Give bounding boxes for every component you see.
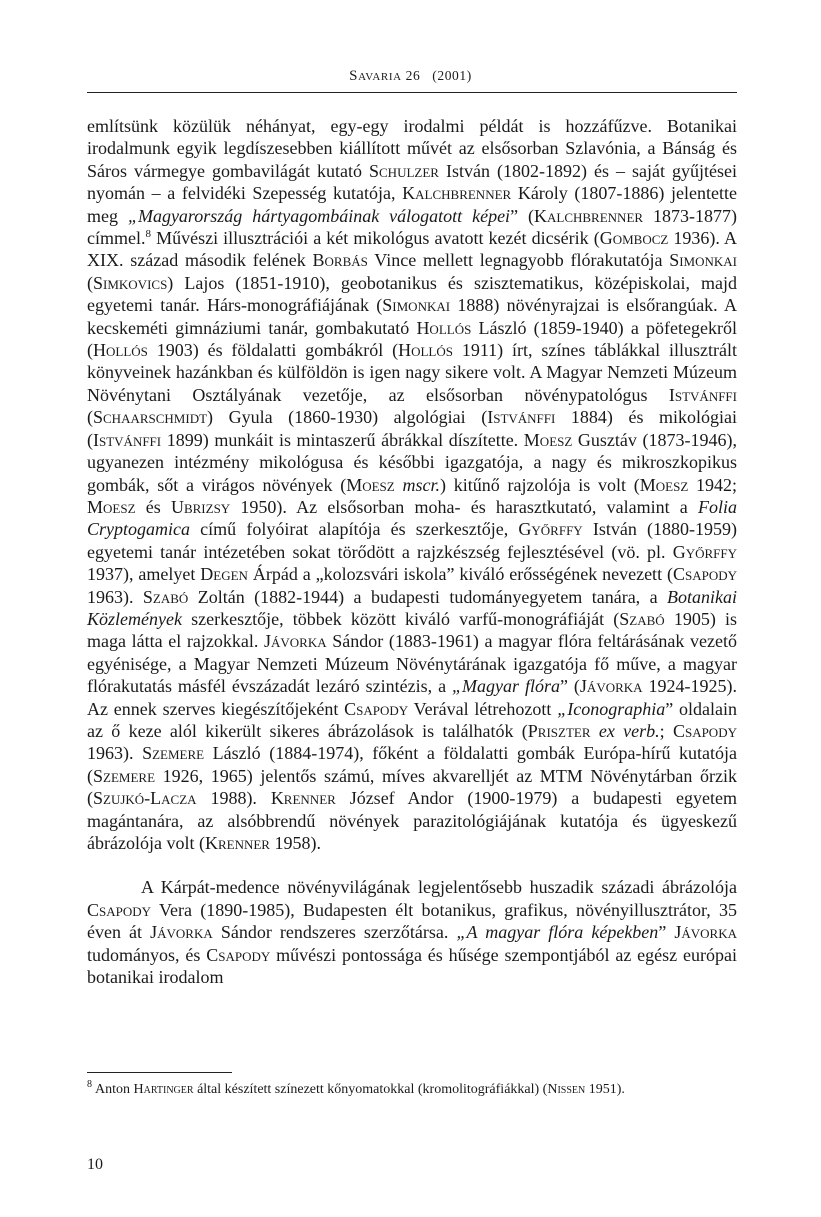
- author-name: Szabó: [619, 608, 665, 629]
- author-name: Degen: [200, 564, 248, 585]
- text-run: 1950). Az elsősorban moha- és harasztkutató, valamint a: [230, 496, 698, 517]
- text-run: László (1859-1940) a pöfetegekről (: [87, 317, 737, 361]
- text-run: tudományos, és: [87, 944, 207, 965]
- journal-volume: 26: [405, 68, 421, 83]
- italic-title: ex verb.: [598, 720, 660, 741]
- text-run: [395, 475, 403, 495]
- author-name: Krenner: [270, 788, 336, 809]
- text-run: című folyóirat alapítója és szerkesztője,: [190, 519, 519, 540]
- paragraph-1: [87, 115, 737, 854]
- author-name: Kalchbrenner: [402, 183, 512, 204]
- author-name: Hollós: [93, 340, 148, 361]
- text-run: István (1802-1892) és – saját gyűjtései nyomán – a felvidéki Szepesség kutatója,: [87, 160, 737, 204]
- italic-title: mscr.: [402, 474, 441, 495]
- author-name: Krenner: [204, 833, 270, 853]
- author-name: Győrffy: [518, 519, 583, 540]
- author-name: Moesz: [87, 496, 136, 517]
- italic-title: „Magyarország hártyagombáinak válogatott képei: [127, 205, 511, 226]
- author-name: Szujkó-Lacza: [93, 788, 197, 809]
- text-run: 1911) írt, színes táblákkal illusztrált könyveinek hazánkban és külföldön is igen nagy sikere volt. A Magyar Nemzeti Múzeum Növénytani Osztályának vezetője, az elsősorban növénypatológus: [87, 340, 738, 405]
- author-name: Hollós: [398, 340, 453, 361]
- text-run: A Kárpát-medence növényvilágának legjelentősebb huszadik századi ábrázolója: [141, 877, 737, 898]
- author-name: Borbás: [312, 250, 368, 271]
- author-name: Ubrizsy: [170, 496, 231, 517]
- author-name: Istvánffi: [93, 429, 162, 450]
- author-name: Hollós: [416, 317, 472, 338]
- text-run: (: [87, 272, 93, 293]
- text-run: 1936). A XIX. század második felének: [87, 228, 738, 271]
- text-run: 1942;: [688, 474, 738, 495]
- italic-title: „A magyar flóra képekben: [456, 922, 659, 943]
- author-name: Csapody: [206, 944, 271, 965]
- author-name: Nissen: [547, 1082, 586, 1097]
- author-name: Hartinger: [133, 1082, 194, 1097]
- text-run: Árpád a „kolozsvári iskola” kiváló erősségének nevezett (: [247, 564, 673, 585]
- author-name: Moesz: [346, 474, 395, 495]
- author-name: Istvánffi: [668, 384, 737, 405]
- author-name: Jávorka: [264, 631, 327, 652]
- author-name: Moesz: [639, 474, 689, 495]
- author-name: Csapody: [672, 720, 737, 741]
- text-run: 1924-1925). Az ennek szerves kiegészítőjeként: [87, 676, 737, 719]
- text-run: Károly (1807-1886) jelentette meg: [87, 183, 737, 226]
- italic-title: „Magyar flóra: [452, 676, 560, 697]
- text-run: (: [87, 407, 93, 428]
- text-run: ) Gyula (1860-1930) algológiai (: [207, 407, 488, 428]
- text-run: József Andor (1900-1979) a budapesti egyetem magántanára, az alsóbbrendű növények parazitológiájának kutatója és ügyeskezű ábrázolója volt (: [87, 788, 737, 853]
- text-run: Sándor (1883-1961) a magyar flóra feltárásának vezető egyénisége, a Magyar Nemzeti Múzeum Növénytárának igazgatója fő műve, a magyar flórakutatás másfél évszázadát lezáró szintézis, a: [87, 631, 738, 697]
- author-name: Moesz: [523, 429, 573, 450]
- italic-title: Botanikai Közlemények: [87, 586, 738, 629]
- text-run: említsünk közülük néhányat, egy-egy irodalmi példát is hozzáfűzve. Botanikai irodalmunk egyik legdíszesebben kiállított művét az elsősorban Szlavónia, a Bánság és Sáros vármegye gombavilágát kutató: [87, 116, 737, 181]
- author-name: Istvánffi: [487, 407, 556, 428]
- text-run: művészi pontossága és hűsége szempontjából az egész európai botanikai irodalom: [87, 944, 737, 988]
- text-run: 1884) és mikológiai (: [87, 407, 738, 450]
- text-run: ” oldalain az ő keze alól kikerült sikeres ábrázolások is találhatók (: [87, 698, 737, 741]
- text-run: Zoltán (1882-1944) a budapesti tudományegyetem tanára, a: [188, 586, 668, 607]
- text-run: László (1884-1974), főként a földalatti gombák Európa-hírű kutatója (: [87, 743, 738, 786]
- journal-year: (2001): [432, 68, 472, 83]
- text-run: 1903) és földalatti gombákról (: [147, 340, 399, 361]
- italic-title: Folia Cryptogamica: [87, 496, 737, 540]
- text-run: 1963).: [87, 586, 143, 607]
- author-name: Schaarschmidt: [93, 407, 208, 428]
- text-run: Vera (1890-1985), Budapesten élt botanikus, grafikus, növényillusztrátor, 35 éven át: [87, 899, 737, 943]
- author-name: Simonkai: [382, 295, 451, 316]
- author-name: Schulzer: [369, 160, 439, 181]
- author-name: Csapody: [344, 698, 409, 719]
- text-run: 1926, 1965) jelentős számú, míves akvarelljét az MTM Növénytárban őrzik (: [87, 765, 737, 809]
- footnote-rule: [87, 1072, 232, 1073]
- footnote-mark: 8: [87, 1079, 92, 1091]
- text-run: 1888) növényrajzai is elsőrangúak. A kecskeméti gimnáziumi tanár, gombakutató: [87, 295, 737, 338]
- body-text: [87, 115, 737, 988]
- text-run: által készített színezett kőnyomatokkal (kromolitográfiákkal) (: [193, 1082, 548, 1097]
- footnote-reference: 8: [145, 228, 151, 241]
- paragraph-2: [87, 876, 737, 988]
- author-name: Szemere: [93, 765, 156, 786]
- author-name: Szabó: [142, 586, 189, 607]
- text-run: és: [135, 496, 171, 517]
- author-name: Jávorka: [150, 922, 213, 943]
- text-run: Anton: [95, 1082, 134, 1097]
- text-run: ;: [659, 720, 673, 741]
- text-run: Verával létrehozott: [408, 698, 558, 719]
- text-run: szerkesztője, többek között kiváló varfű-monográfiáját (: [181, 608, 620, 629]
- author-name: Csapody: [672, 564, 737, 585]
- footnote-8: [87, 1080, 737, 1099]
- text-run: ) Lajos (1851-1910), geobotanikus és szisztematikus, középiskolai, majd egyetemi tanár. Hárs-monográfiájának (: [87, 272, 737, 316]
- author-name: Szemere: [142, 743, 205, 764]
- text-run: ” (: [510, 205, 534, 226]
- text-run: 1963).: [87, 743, 143, 764]
- running-head: [0, 68, 821, 85]
- header-rule: [87, 92, 737, 93]
- author-name: Kalchbrenner: [534, 205, 644, 226]
- text-run: Művészi illusztrációi a két mikológus avatott kezét dicsérik (: [150, 228, 600, 249]
- author-name: Jávorka: [674, 922, 738, 943]
- text-run: 1951).: [585, 1082, 625, 1097]
- text-run: ”: [658, 922, 675, 943]
- text-run: ) kitűnő rajzolója is volt (: [440, 474, 640, 495]
- text-run: 1899) munkáit is mintaszerű ábrákkal díszítette.: [161, 429, 524, 450]
- author-name: Győrffy: [672, 541, 737, 562]
- author-name: Priszter: [527, 720, 591, 741]
- text-run: Vince mellett legnagyobb flórakutatója: [367, 250, 670, 271]
- text-run: 1937), amelyet: [87, 564, 201, 585]
- text-run: István (1880-1959) egyetemi tanár intézetében sokat törődött a rajzkészség fejlesztésével (vö. pl.: [87, 519, 737, 562]
- author-name: Jávorka: [579, 676, 643, 697]
- text-run: Sándor rendszeres szerzőtársa.: [212, 922, 457, 943]
- italic-title: „Iconographia: [557, 698, 666, 719]
- footnote-text: [95, 1082, 625, 1097]
- text-run: ” (: [559, 676, 580, 697]
- text-run: 1958).: [269, 833, 321, 853]
- author-name: Csapody: [87, 899, 152, 920]
- text-run: 1905) is maga látta el rajzokkal.: [87, 608, 738, 652]
- page-number: 10: [87, 1156, 103, 1173]
- text-run: Gusztáv (1873-1946), ugyanezen intézmény mikológusa és későbbi igazgatója, a nagy és mikroszkopikus gombák, sőt a virágos növények (: [87, 429, 737, 495]
- text-run: 1988).: [196, 788, 271, 809]
- author-name: Simonkai: [669, 250, 737, 271]
- author-name: Gombocz: [599, 228, 669, 249]
- author-name: Simkovics: [93, 272, 168, 293]
- text-run: 1873-1877) címmel.: [87, 205, 737, 249]
- text-run: [591, 721, 599, 741]
- journal-name: Savaria: [349, 68, 402, 84]
